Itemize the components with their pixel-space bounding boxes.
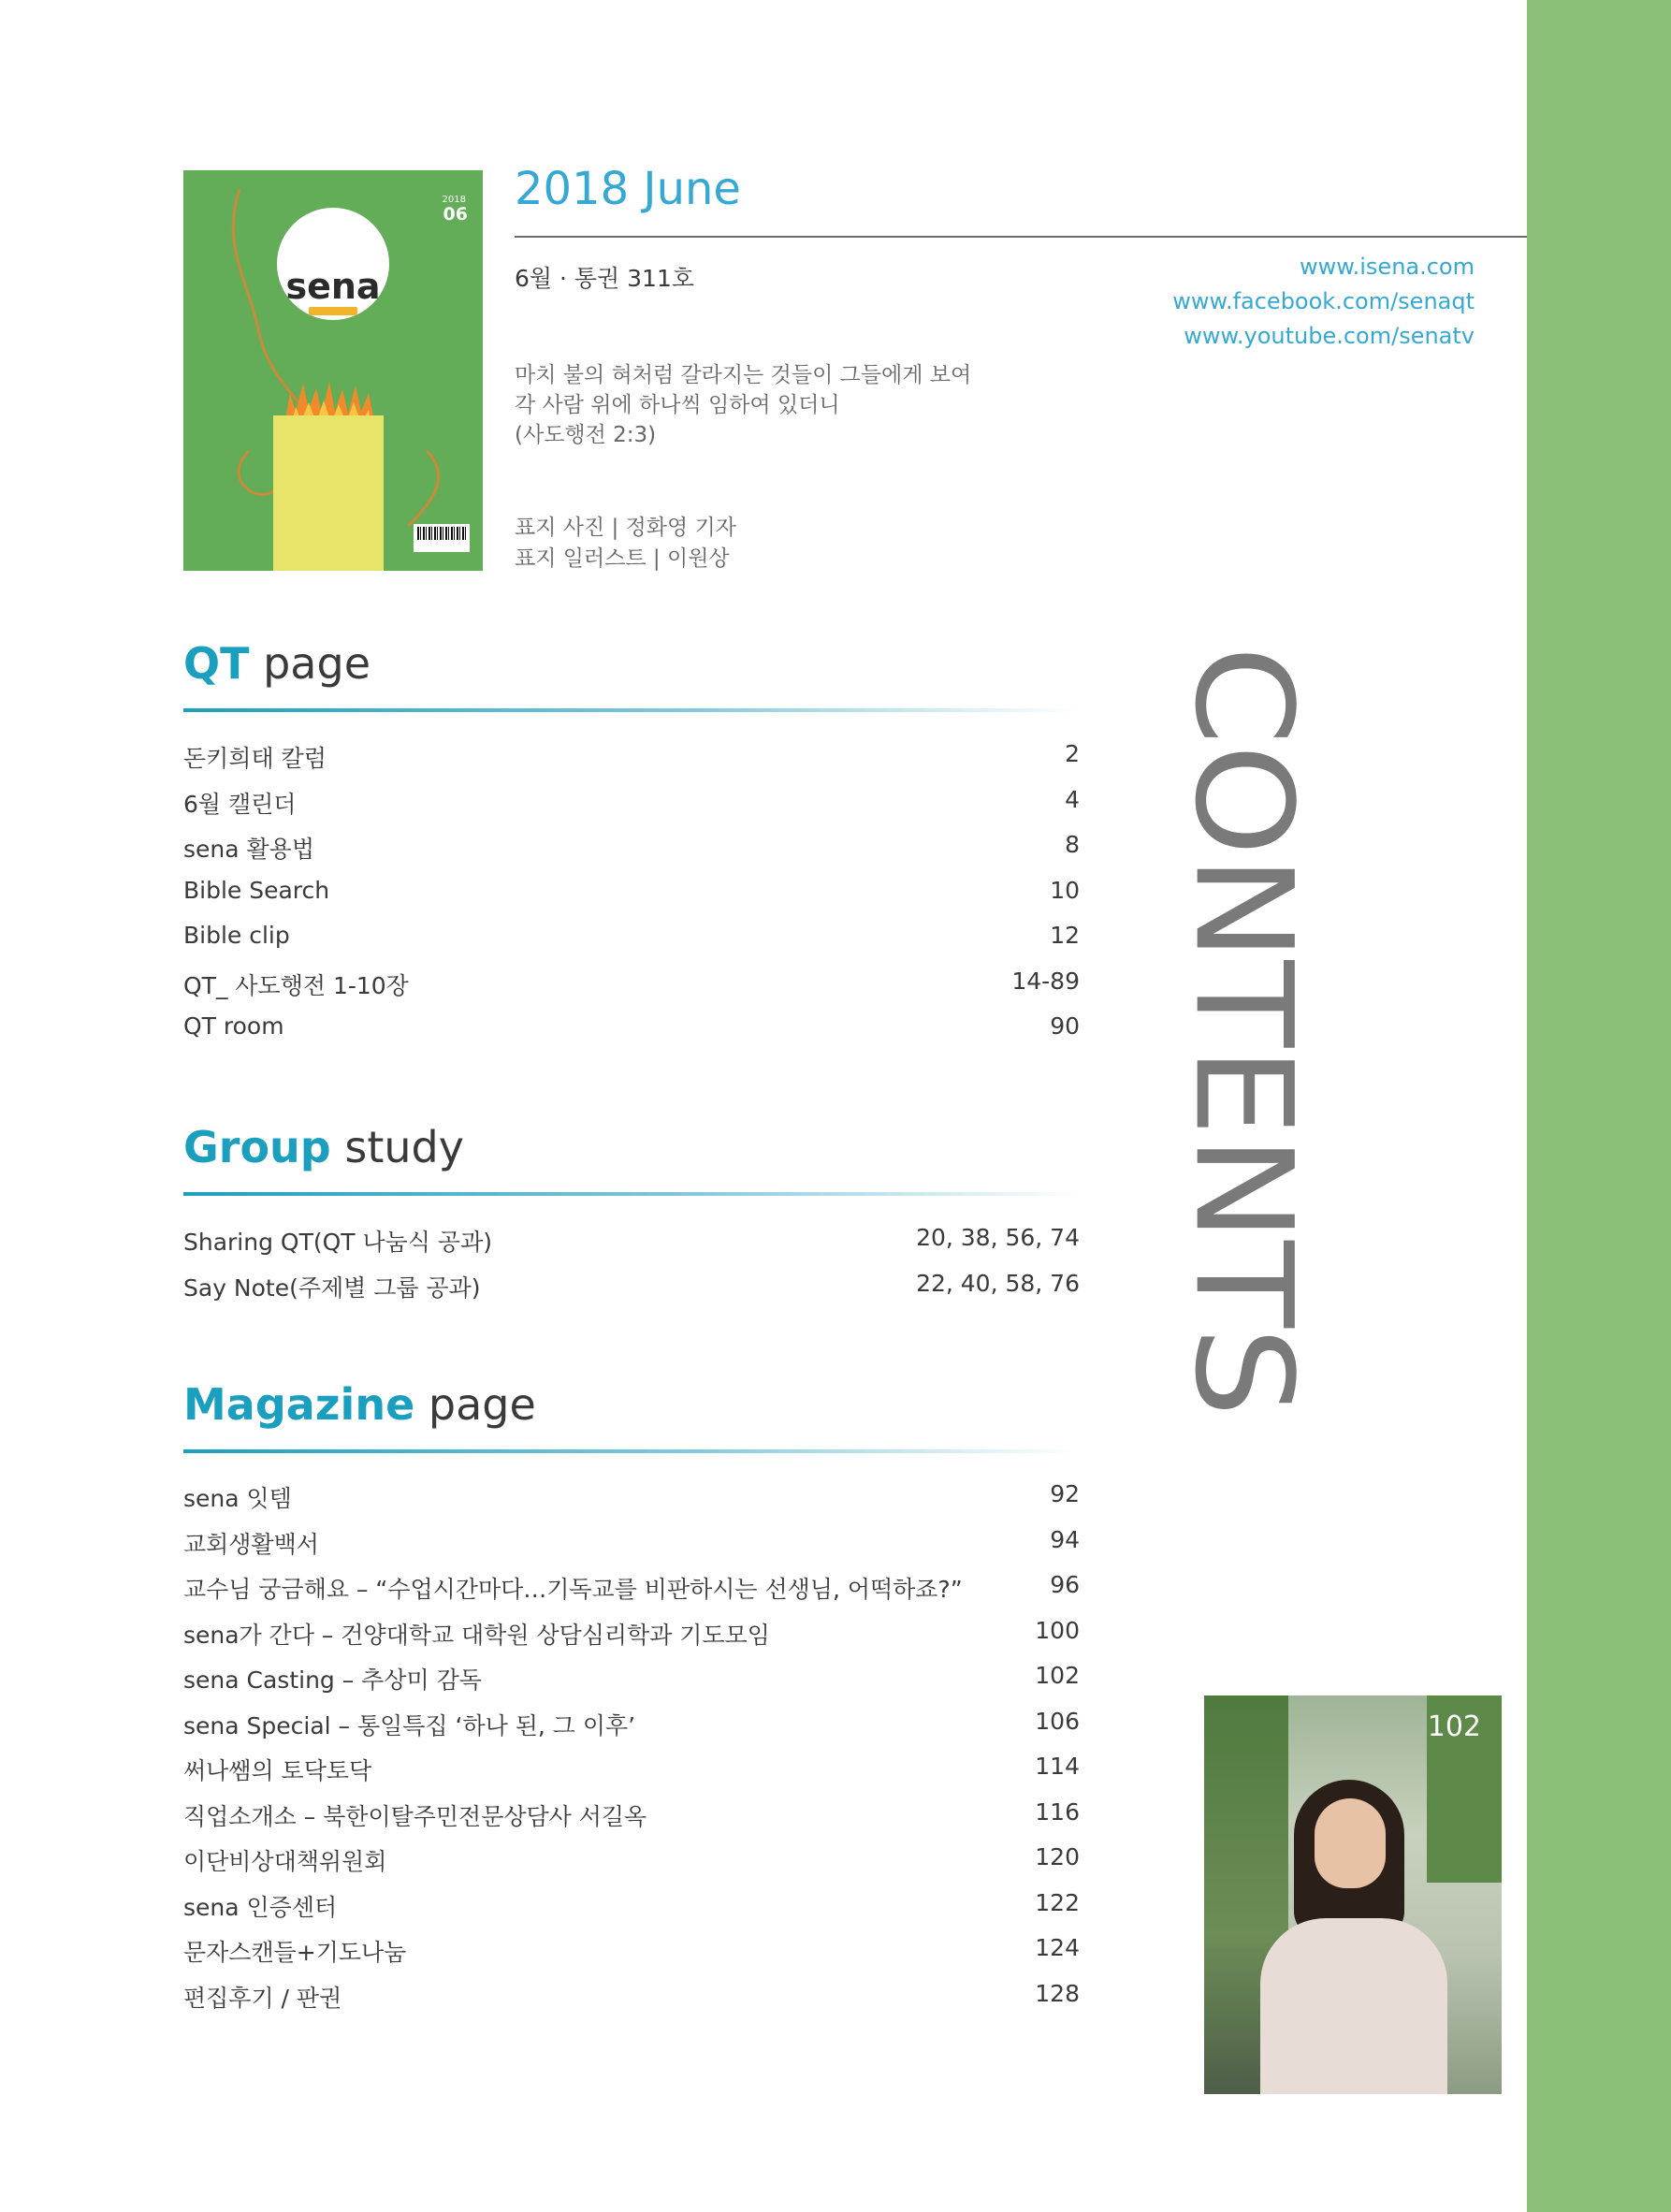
toc-item-title: sena Special – 통일특집 ‘하나 된, 그 이후’ [183, 1711, 636, 1739]
toc-item-page: 10 [1050, 876, 1080, 904]
toc-item-title: QT room [183, 1012, 284, 1040]
toc-item[interactable] [183, 1889, 1080, 1935]
toc-item-page: 124 [1035, 1934, 1080, 1961]
toc-list-group [183, 1224, 1080, 1315]
toc-item-page: 114 [1035, 1753, 1080, 1780]
toc-list-qt [183, 740, 1080, 1058]
toc-item[interactable] [183, 1662, 1080, 1708]
toc-item-title: 이단비상대책위원회 [183, 1848, 387, 1875]
section-divider [183, 1449, 1080, 1453]
toc-item-page: 100 [1035, 1616, 1080, 1644]
website-link[interactable]: www.isena.com [1299, 254, 1475, 280]
toc-list-magazine [183, 1480, 1080, 2025]
verse-line: 각 사람 위에 하나씩 임하여 있더니 [515, 393, 840, 417]
toc-item-title: QT_ 사도행전 1-10장 [183, 971, 409, 999]
toc-item-page: 2 [1065, 740, 1080, 767]
toc-item-page: 4 [1065, 785, 1080, 813]
section-title-group [183, 1122, 464, 1172]
cover-logo-text: sena [285, 266, 381, 307]
toc-item[interactable] [183, 1480, 1080, 1526]
section-title-highlight: QT [183, 638, 250, 689]
toc-item[interactable] [183, 1843, 1080, 1889]
side-color-bar [1527, 0, 1671, 2212]
toc-item[interactable] [183, 740, 1080, 786]
section-divider [183, 708, 1080, 712]
section-title-highlight: Group [183, 1122, 331, 1172]
toc-item-title: 6월 캘린더 [183, 790, 297, 818]
section-divider [183, 1192, 1080, 1196]
toc-item-page: 96 [1050, 1571, 1080, 1598]
toc-item-page: 102 [1035, 1662, 1080, 1689]
toc-item-title: 직업소개소 – 북한이탈주민전문상담사 서길옥 [183, 1802, 647, 1830]
section-title-rest: study [344, 1122, 464, 1172]
toc-item[interactable] [183, 877, 1080, 923]
cover-logo-circle [277, 208, 389, 320]
verse-line: 마치 불의 혀처럼 갈라지는 것들이 그들에게 보여 [515, 363, 972, 387]
toc-item-page: 20, 38, 56, 74 [916, 1224, 1080, 1251]
toc-item-page: 122 [1035, 1888, 1080, 1916]
cover-year: 2018 [442, 195, 466, 205]
toc-item-title: sena가 간다 – 건양대학교 대학원 상담심리학과 기도모임 [183, 1621, 770, 1649]
toc-item-title: sena Casting – 추상미 감독 [183, 1666, 482, 1694]
cover-image [183, 170, 483, 571]
toc-item[interactable] [183, 1270, 1080, 1316]
toc-item-title: 편집후기 / 판권 [183, 1984, 342, 2012]
feature-photo [1204, 1695, 1502, 2094]
cover-issue-number: 06 [443, 204, 468, 225]
toc-item-page: 106 [1035, 1707, 1080, 1735]
section-title-magazine [183, 1379, 536, 1430]
toc-item[interactable] [183, 1708, 1080, 1754]
toc-item[interactable] [183, 1617, 1080, 1663]
toc-item-title: Bible clip [183, 922, 290, 949]
cover-logo-badge [309, 307, 357, 315]
toc-item[interactable] [183, 786, 1080, 832]
cover-barcode [414, 524, 470, 552]
toc-item-page: 12 [1050, 922, 1080, 949]
cover-credits [515, 513, 736, 575]
toc-item-page: 90 [1050, 1012, 1080, 1040]
toc-item-title: 교수님 궁금해요 – “수업시간마다…기독교를 비판하시는 선생님, 어떡하죠?” [183, 1576, 963, 1603]
toc-item-title: 문자스캔들+기도나눔 [183, 1939, 407, 1966]
contents-vertical-title: CONTENTS [1165, 646, 1322, 1417]
toc-item[interactable] [183, 968, 1080, 1013]
photo-page-number: 102 [1427, 1710, 1481, 1743]
toc-item[interactable] [183, 1753, 1080, 1798]
toc-item[interactable] [183, 1980, 1080, 2026]
toc-item-title: 돈키희태 칼럼 [183, 745, 327, 772]
issue-subtitle: 6월 · 통권 311호 [515, 265, 695, 292]
toc-item[interactable] [183, 1571, 1080, 1617]
illustration-credit: 표지 일러스트 | 이원상 [515, 546, 730, 571]
toc-item[interactable] [183, 1224, 1080, 1270]
toc-item-title: Sharing QT(QT 나눔식 공과) [183, 1229, 492, 1256]
toc-item[interactable] [183, 922, 1080, 968]
youtube-link[interactable]: www.youtube.com/senatv [1184, 323, 1475, 349]
toc-item[interactable] [183, 1526, 1080, 1572]
section-title-rest: page [263, 638, 371, 689]
verse-reference: (사도행전 2:3) [515, 423, 657, 447]
web-links [1172, 250, 1475, 354]
toc-item-title: 교회생활백서 [183, 1530, 319, 1558]
toc-item-page: 14-89 [1011, 967, 1080, 995]
toc-item-page: 116 [1035, 1797, 1080, 1826]
toc-item[interactable] [183, 1012, 1080, 1058]
toc-item-title: 써나쌤의 토닥토닥 [183, 1757, 372, 1784]
toc-item-title: Say Note(주제별 그룹 공과) [183, 1273, 481, 1302]
toc-item-page: 94 [1050, 1525, 1080, 1553]
section-title-highlight: Magazine [183, 1379, 415, 1430]
header-divider [515, 236, 1527, 238]
toc-item[interactable] [183, 1934, 1080, 1980]
toc-item[interactable] [183, 831, 1080, 877]
section-title-rest: page [428, 1379, 536, 1430]
issue-title: 2018 June [515, 163, 741, 215]
toc-item-page: 128 [1035, 1979, 1080, 2007]
toc-item[interactable] [183, 1798, 1080, 1844]
matchbox-illustration [273, 415, 384, 571]
toc-item-title: sena 잇템 [183, 1485, 292, 1512]
toc-item-page: 92 [1050, 1480, 1080, 1507]
toc-item-page: 22, 40, 58, 76 [916, 1269, 1080, 1297]
toc-item-title: sena 인증센터 [183, 1893, 338, 1921]
facebook-link[interactable]: www.facebook.com/senaqt [1172, 288, 1475, 314]
photo-credit: 표지 사진 | 정화영 기자 [515, 516, 736, 540]
toc-item-title: sena 활용법 [183, 836, 314, 863]
cover-verse [515, 360, 971, 450]
section-title-qt [183, 638, 371, 689]
toc-item-title: Bible Search [183, 876, 330, 904]
toc-item-page: 120 [1035, 1843, 1080, 1870]
toc-item-page: 8 [1065, 831, 1080, 858]
